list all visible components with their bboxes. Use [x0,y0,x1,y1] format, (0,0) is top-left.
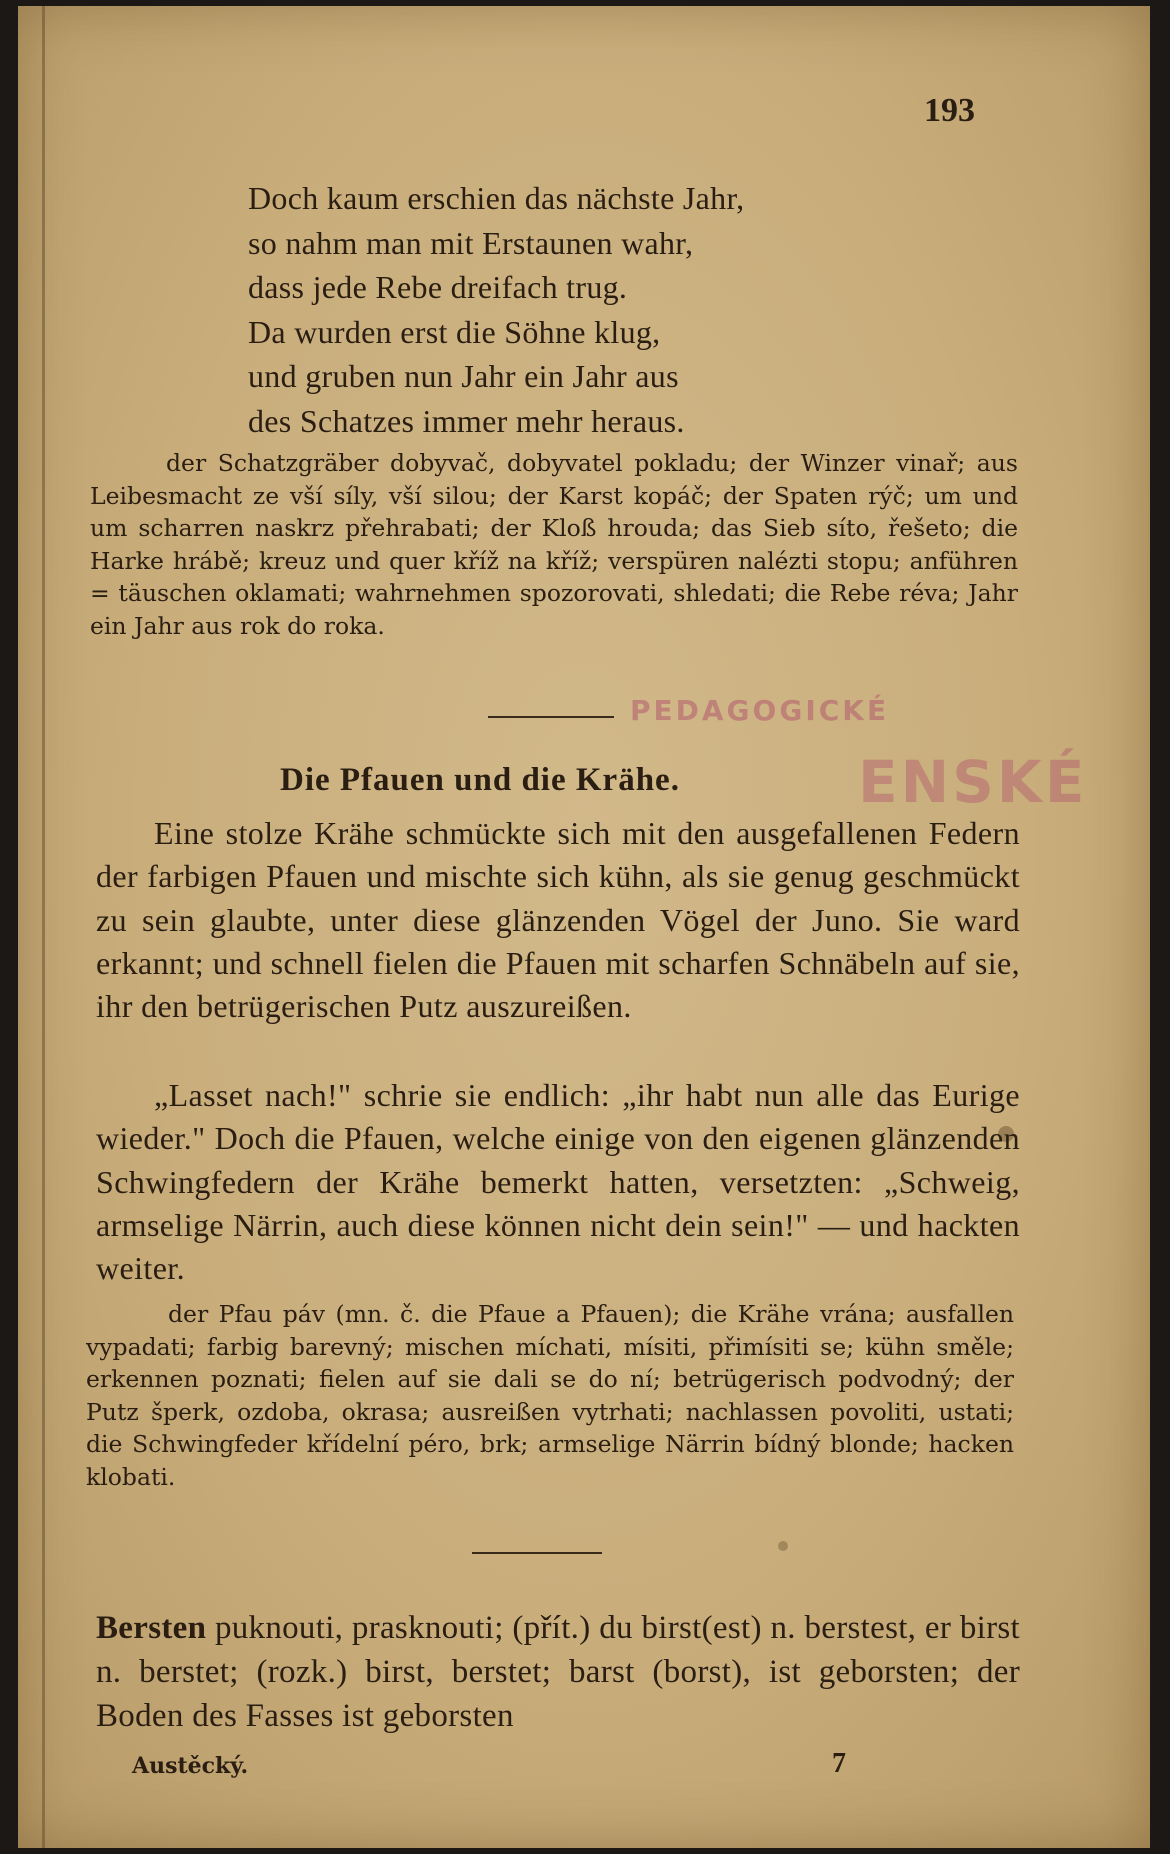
fable-paragraph: „Lasset nach!" schrie sie endlich: „ihr habt nun alle das Eurige wieder." Doch die Pfauen, welche einige von den eigenen glänzenden Schwingfedern der Krähe bemerkt hatten, versetzten: „Schweig, armselige Närrin, auch diese können nicht dein sein!" — und hackten weiter. [96,1077,1020,1287]
section-divider [488,716,614,718]
paper-stain [778,1541,788,1551]
library-stamp-side: ENSKÉ [858,748,1088,816]
poem-line: Doch kaum erschien das nächste Jahr, [248,180,745,216]
vocabulary-notes-poem: der Schatzgräber dobyvač, dobyvatel pokladu; der Winzer vinař; aus Leibesmacht ze vší síly, vší silou; der Karst kopáč; der Spaten rýč; um und um scharren naskrz přehrabati; der Kloß hrouda; das Sieb síto, řešeto; die Harke hrábě; kreuz und quer kříž na kříž; verspüren nalézti stopu; anführen = täuschen oklamati; wahrnehmen spozorovati, shledati; die Rebe réva; Jahr ein Jahr aus rok do roka. [90,449,1018,640]
footer-signature-mark: 7 [832,1748,846,1779]
poem-line: dass jede Rebe dreifach trug. [248,269,628,305]
verb-forms: puknouti, prasknouti; (přít.) du birst(est) n. berstest, er birst n. berstet; (rozk.) birst, berstet; barst (borst), ist geborsten; der Boden des Fasses ist geborsten [96,1610,1020,1734]
page-binding-line [42,6,45,1848]
verb-entry [96,1606,1020,1738]
library-stamp-top: PEDAGOGICKÉ [630,694,890,727]
poem-line: des Schatzes immer mehr heraus. [248,402,685,439]
fable-title: Die Pfauen und die Krähe. [280,762,680,798]
section-divider [472,1552,602,1554]
poem-line: so nahm man mit Erstaunen wahr, [248,224,694,261]
poem-line: Da wurden erst die Söhne klug, [248,313,661,350]
poem-line: und gruben nun Jahr ein Jahr aus [248,358,679,394]
fable-paragraph: Eine stolze Krähe schmückte sich mit den ausgefallenen Federn der farbigen Pfauen und mischte sich kühn, als sie genug geschmückt zu sein glaubte, unter diese glänzenden Vögel der Juno. Sie ward erkannt; und schnell fielen die Pfauen mit scharfen Schnäbeln auf sie, ihr den betrügerischen Putz auszureißen. [96,815,1020,1025]
verb-headword: Bersten [96,1610,207,1646]
vocabulary-notes-fable: der Pfau páv (mn. č. die Pfaue a Pfauen); die Krähe vrána; ausfallen vypadati; farbig barevný; mischen míchati, mísiti, přimísiti se; kühn směle; erkennen poznati; fielen auf sie dali se do ní; betrügerisch podvodný; der Putz šperk, ozdoba, okrasa; ausreißen vytrhati; nachlassen povoliti, ustati; die Schwingfeder křídelní péro, brk; armselige Närrin bídný blonde; hacken klobati. [86,1300,1014,1491]
footer-author: Austěcký. [132,1753,249,1779]
page-number: 193 [924,92,975,129]
poem-stanza [248,176,888,443]
book-page [18,6,1150,1848]
